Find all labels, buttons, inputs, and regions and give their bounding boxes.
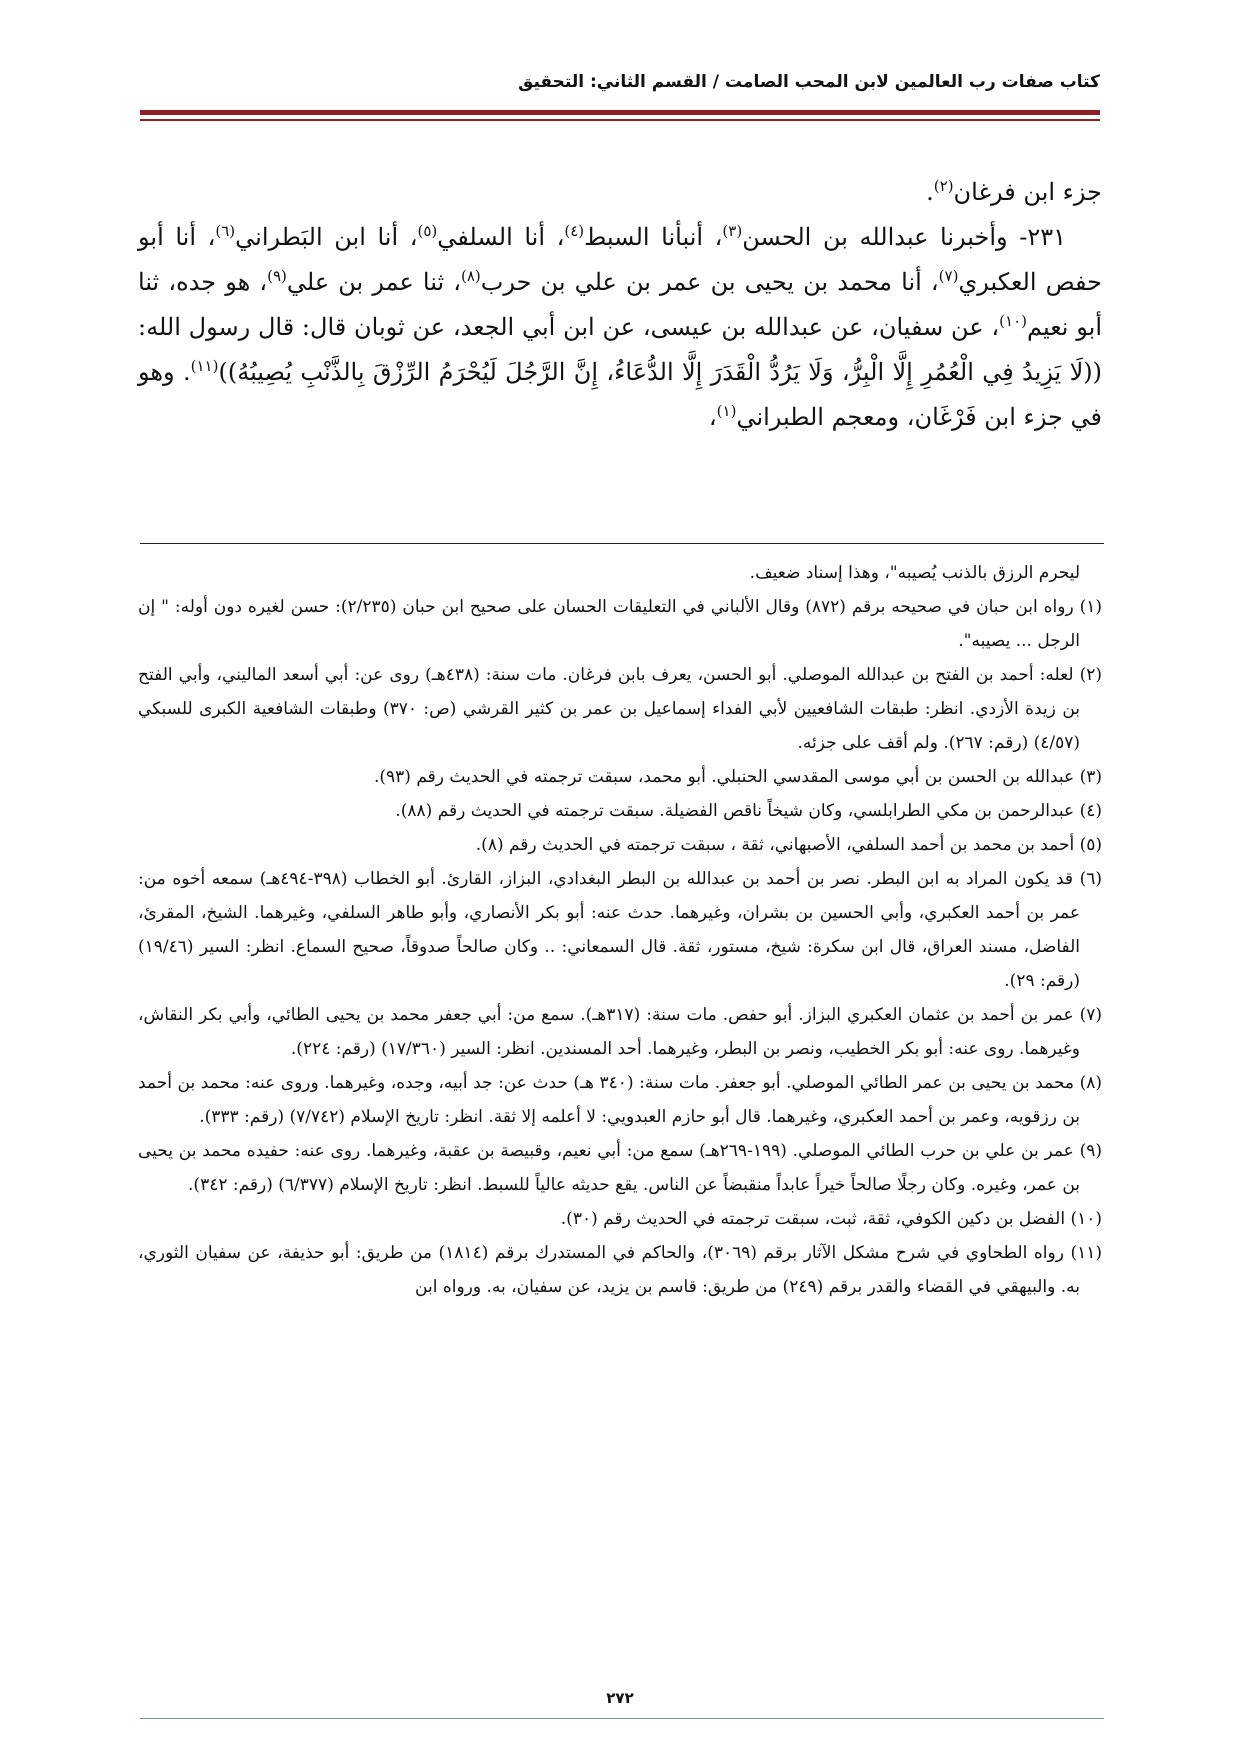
footnote-separator [140,543,1104,544]
footnote-10: (١٠) الفضل بن دكين الكوفي، ثقة، ثبت، سبقت ترجمته في الحديث رقم (٣٠). [560,1209,1102,1229]
hadith-231-paragraph: ٢٣١- وأخبرنا عبدالله بن الحسن$^{(٣)}$، أنبأنا السبط$^{(٤)}$، أنا السلفي$^{(٥)}$، أنا ابن البَطراني$^{(٦)}$، أنا أبو حفص العكبري$^{(٧)}$، أنا محمد بن يحيى بن عمر بن علي بن حرب$^{(٨)}$، ثنا عمر بن علي$^{(٩)}$، هو جده، ثنا أبو نعيم$^{(١٠)}$، عن سفيان، عن عبدالله بن عيسى، عن ابن أبي الجعد، عن ثوبان قال: قال رسول الله: ((لَا يَزِيدُ فِي الْعُمُرِ إِلَّا الْبِرُّ، وَلَا يَرُدُّ الْقَدَرَ إِلَّا الدُّعَاءُ، إِنَّ الرَّجُلَ لَيُحْرَمُ الرِّزْقَ بِالذَّنْبِ يُصِيبُهُ))$^{(١١)}$. وهو في جزء ابن فَرْغَان، ومعجم الطبراني$^{(١)}$، [138,222,1103,431]
header-rule-thin [140,119,1100,121]
footnote-ref[interactable]: (٥) [417,222,438,240]
footnote-ref[interactable]: (٢) [933,177,954,195]
footer-rule [140,1718,1104,1719]
footnote-2: (٢) لعله: أحمد بن الفتح بن عبدالله الموصلي. أبو الحسن، يعرف بابن فرغان. مات سنة: (٤٣٨هـ) روى عن: أبي أسعد الماليني، وأبي الفتح بن زيدة الأزدي. انظر: طبقات الشافعيين لأبي الفداء إسماعيل بن عمر بن كثير القرشي (ص: ٣٧٠) وطبقات الشافعية الكبرى للسبكي (٤/٥٧) (رقم: ٢٦٧). ولم أقف على جزئه. [138,665,1102,753]
footnote-ref[interactable]: (٩) [267,267,287,285]
header-rule-thick [140,110,1100,115]
footnote-ref[interactable]: (١١) [190,357,219,375]
running-header: كتاب صفات رب العالمين لابن المحب الصامت / القسم الثاني: التحقيق [518,72,1100,92]
footnote-7: (٧) عمر بن أحمد بن عثمان العكبري البزاز. أبو حفص. مات سنة: (٣١٧هـ). سمع من: أبي جعفر محمد بن يحيى الطائي، وأبي بكر النقاش، وغيرهما. روى عنه: أبو بكر الخطيب، ونصر بن البطر، وغيرهما. أحد المسندين. انظر: السير (١٧/٣٦٠) (رقم: ٢٢٤). [138,1005,1102,1059]
footnote-ref[interactable]: (١٠) [999,312,1027,330]
footnote-ref[interactable]: (١) [716,402,737,420]
footnote-11: (١١) رواه الطحاوي في شرح مشكل الآثار برقم (٣٠٦٩)، والحاكم في المستدرك برقم (١٨١٤) من طريق: أبو حذيفة، عن سفيان الثوري، به. والبيهقي في القضاء والقدر برقم (٢٤٩) من طريق: قاسم بن يزيد، عن سفيان، به. ورواه ابن [138,1243,1102,1297]
paragraph-continuation: جزء ابن فرغان$^{(٢)}$. [926,177,1102,206]
footnote-ref[interactable]: (٨) [460,267,481,285]
footnote-5: (٥) أحمد بن محمد بن أحمد السلفي، الأصبهاني، ثقة ، سبقت ترجمته في الحديث رقم (٨). [475,835,1102,855]
footnotes [138,556,1102,1304]
footnote-ref[interactable]: (٧) [938,267,959,285]
footnote-4: (٤) عبدالرحمن بن مكي الطرابلسي، وكان شيخاً ناقص الفضيلة. سبقت ترجمته في الحديث رقم (٨٨). [395,801,1102,821]
footnote-ref[interactable]: (٣) [722,222,743,240]
footnote-1: (١) رواه ابن حبان في صحيحه برقم (٨٧٢) وقال الألباني في التعليقات الحسان على صحيح ابن حبان (٢/٢٣٥): حسن لغيره دون أوله: " إن الرجل ... يصيبه". [138,597,1102,651]
footnote-6: (٦) قد يكون المراد به ابن البطر. نصر بن أحمد بن عبدالله بن البطر البغدادي، البزاز، القارئ. أبو الخطاب (٣٩٨-٤٩٤هـ) سمعه أخوه من: عمر بن أحمد العكبري، وأبي الحسين بن بشران، وغيرهما. حدث عنه: أبو بكر الأنصاري، وأبو طاهر السلفي، وغيرهما. الشيخ، المقرئ، الفاضل، مسند العراق، قال ابن سكرة: شيخ، مستور، ثقة. قال السمعاني: .. وكان صالحاً صدوقاً، صحيح السماع. انظر: السير (١٩/٤٦) (رقم: ٢٩). [138,869,1102,991]
footnote-3: (٣) عبدالله بن الحسن بن أبي موسى المقدسي الحنبلي. أبو محمد، سبقت ترجمته في الحديث رقم (٩٣). [373,767,1102,787]
page-number: ٢٧٢ [606,1689,634,1707]
footnote-continuation: ليحرم الرزق بالذنب يُصيبه"، وهذا إسناد ضعيف. [749,563,1080,583]
footnote-8: (٨) محمد بن يحيى بن عمر الطائي الموصلي. أبو جعفر. مات سنة: (٣٤٠ هـ) حدث عن: جد أبيه، وجده، وغيرهما. وروى عنه: محمد بن أحمد بن رزقويه، وعمر بن أحمد العكبري، وغيرهما. قال أبو حازم العبدويي: لا أعلمه إلا ثقة. انظر: تاريخ الإسلام (٧/٧٤٢) (رقم: ٣٣٣). [138,1073,1102,1127]
footnote-ref[interactable]: (٦) [215,222,236,240]
footnote-9: (٩) عمر بن علي بن حرب الطائي الموصلي. (١٩٩-٢٦٩هـ) سمع من: أبي نعيم، وقبيصة بن عقبة، وغيرهما. روى عنه: حفيده محمد بن يحيى بن عمر، وغيره. وكان رجلًا صالحاً خيراً عابداً منقبضاً عن الناس. يقع حديثه عالياً للسبط. انظر: تاريخ الإسلام (٦/٣٧٧) (رقم: ٣٤٢). [138,1141,1102,1195]
main-text [138,170,1102,440]
footnote-ref[interactable]: (٤) [564,222,585,240]
